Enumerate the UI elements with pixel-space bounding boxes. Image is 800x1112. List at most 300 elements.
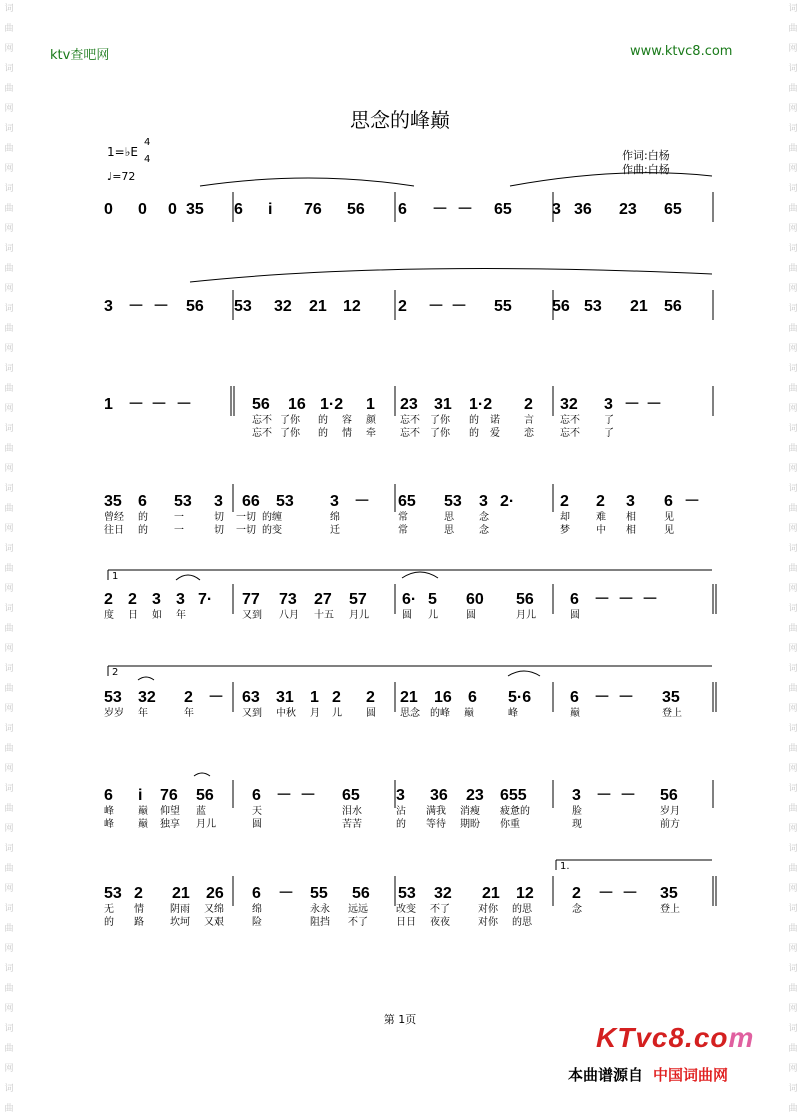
lyric-verse-2: 夜夜: [430, 917, 450, 928]
lyric-verse-1: 年: [138, 708, 148, 719]
watermark-glyph: 网: [788, 704, 798, 714]
note: 23: [466, 787, 484, 804]
lyric-verse-1: 言: [524, 415, 534, 426]
note: －: [278, 885, 295, 902]
note: －: [457, 201, 474, 218]
watermark-glyph: 网: [4, 164, 14, 174]
note: 1·2: [320, 396, 344, 413]
watermark-glyph: 网: [788, 524, 798, 534]
lyric-verse-1: 的: [318, 415, 328, 426]
note: 56: [516, 591, 534, 608]
key-signature: 1=♭E: [107, 145, 138, 159]
lyric-verse-1: 儿: [428, 610, 438, 621]
watermark-glyph: 曲: [4, 804, 14, 814]
lyric-verse-2: 中: [596, 525, 606, 536]
watermark-glyph: 曲: [4, 384, 14, 394]
note: －: [594, 591, 611, 608]
lyric-verse-1: 八月: [279, 610, 299, 621]
lyric-verse-2: 坎坷: [170, 917, 190, 928]
note: 32: [274, 298, 292, 315]
lyric-verse-2: 等待: [426, 819, 446, 830]
watermark-glyph: 词: [4, 484, 14, 494]
note: 0: [104, 201, 113, 218]
watermark-glyph: 曲: [788, 564, 798, 574]
watermark-glyph: 词: [788, 844, 798, 854]
note: 3: [104, 298, 113, 315]
note: －: [684, 493, 701, 510]
watermark-glyph: 曲: [4, 924, 14, 934]
note: 73: [279, 591, 297, 608]
watermark-glyph: 曲: [4, 24, 14, 34]
lyric-verse-1: 念: [479, 512, 489, 523]
lyric-verse-2: 忘不: [252, 428, 272, 439]
note: 3: [552, 201, 561, 218]
note: 0: [138, 201, 147, 218]
watermark-glyph: 网: [4, 584, 14, 594]
watermark-glyph: 曲: [788, 924, 798, 934]
watermark-glyph: 词: [788, 1024, 798, 1034]
note: 56: [347, 201, 365, 218]
lyric-verse-2: 一切: [236, 525, 256, 536]
watermark-glyph: 曲: [4, 984, 14, 994]
composer-credit: 作曲:白杨: [622, 163, 670, 176]
note: －: [624, 396, 641, 413]
watermark-glyph: 曲: [4, 144, 14, 154]
slurs: [138, 173, 712, 776]
volta-2-label: 2: [112, 667, 119, 678]
watermark-glyph: 网: [788, 224, 798, 234]
note: －: [642, 591, 659, 608]
note: 3: [152, 591, 161, 608]
ktvc8-logo: [596, 1022, 754, 1054]
lyric-verse-2: 爱: [490, 428, 500, 439]
lyric-verse-2: 了: [604, 428, 614, 439]
lyric-verse-1: 的缠: [262, 512, 282, 523]
lyric-verse-2: 切: [214, 525, 224, 536]
note: 56: [196, 787, 214, 804]
note: 53: [398, 885, 416, 902]
watermark-glyph: 网: [788, 1004, 798, 1014]
volta-1-label: 1: [112, 571, 119, 582]
lyric-verse-1: 又到: [242, 610, 262, 621]
watermark-glyph: 网: [788, 824, 798, 834]
watermark-glyph: 曲: [788, 324, 798, 334]
lyric-verse-1: 颜: [366, 415, 376, 426]
lyric-verse-2: 的: [318, 428, 328, 439]
note: 6: [252, 885, 261, 902]
lyric-verse-2: 日日: [396, 917, 416, 928]
lyric-verse-1: 却: [560, 512, 570, 523]
lyric-verse-1: 了你: [280, 415, 300, 426]
lyric-verse-1: 曾经: [104, 512, 124, 523]
note: 36: [574, 201, 592, 218]
lyric-verse-1: 峰: [508, 708, 518, 719]
note: 53: [276, 493, 294, 510]
note: 1·2: [469, 396, 493, 413]
watermark-glyph: 网: [4, 704, 14, 714]
note: 2: [128, 591, 137, 608]
watermark-glyph: 网: [788, 884, 798, 894]
note: 35: [104, 493, 122, 510]
note: －: [176, 396, 193, 413]
note: i: [268, 201, 273, 218]
lyric-verse-2: 巅: [138, 819, 148, 830]
note: 16: [288, 396, 306, 413]
lyric-verse-2: 忘不: [400, 428, 420, 439]
lyric-verse-1: 的: [469, 415, 479, 426]
volta-3-label: 1.: [560, 861, 570, 872]
watermark-glyph: 曲: [4, 324, 14, 334]
watermark-glyph: 曲: [4, 444, 14, 454]
note: 6: [570, 689, 579, 706]
lyric-verse-1: 阴雨: [170, 904, 190, 915]
note: －: [128, 298, 145, 315]
note: 53: [444, 493, 462, 510]
lyric-verse-2: 险: [252, 917, 262, 928]
note: 6: [234, 201, 243, 218]
watermark-glyph: 词: [4, 184, 14, 194]
watermark-glyph: 曲: [4, 264, 14, 274]
lyric-verse-1: 远远: [348, 904, 368, 915]
watermark-glyph: 曲: [4, 624, 14, 634]
lyric-verse-1: 岁岁: [104, 708, 124, 719]
note: －: [151, 396, 168, 413]
lyric-verse-1: 的峰: [430, 708, 450, 719]
note: 3: [479, 493, 488, 510]
lyric-verse-2: 峰: [104, 819, 114, 830]
note: 6: [468, 689, 477, 706]
lyric-verse-1: 无: [104, 904, 114, 915]
lyric-verse-2: 阻挡: [310, 917, 330, 928]
watermark-glyph: 词: [788, 664, 798, 674]
lyric-verse-2: 路: [134, 917, 144, 928]
watermark-glyph: 词: [4, 724, 14, 734]
logo-tail: m: [728, 1022, 755, 1053]
lyric-verse-1: 度: [104, 610, 114, 621]
lyric-verse-1: 峰: [104, 806, 114, 817]
watermark-glyph: 曲: [4, 564, 14, 574]
lyric-verse-1: 忘不: [560, 415, 580, 426]
watermark-glyph: 词: [4, 1024, 14, 1034]
note: 6: [252, 787, 261, 804]
watermark-glyph: 曲: [788, 144, 798, 154]
note: －: [594, 689, 611, 706]
lyric-verse-1: 沾: [396, 806, 406, 817]
note: 65: [342, 787, 360, 804]
note: 76: [304, 201, 322, 218]
lyric-verse-2: 见: [664, 525, 674, 536]
note: －: [451, 298, 468, 315]
watermark-glyph: 曲: [788, 204, 798, 214]
lyric-verse-2: 的: [469, 428, 479, 439]
lyric-verse-1: 又绵: [204, 904, 224, 915]
note: 56: [552, 298, 570, 315]
note: 56: [660, 787, 678, 804]
watermark-glyph: 曲: [788, 624, 798, 634]
watermark-glyph: 网: [788, 404, 798, 414]
lyric-verse-1: 圆: [402, 610, 412, 621]
note: 55: [494, 298, 512, 315]
lyric-verse-2: 独享: [160, 819, 180, 830]
note: －: [428, 298, 445, 315]
watermark-glyph: 词: [4, 244, 14, 254]
note: 2: [332, 689, 341, 706]
lyric-verse-2: 一: [174, 525, 184, 536]
note: 36: [430, 787, 448, 804]
lyric-verse-1: 日: [128, 610, 138, 621]
lyric-verse-1: 见: [664, 512, 674, 523]
watermark-glyph: 词: [788, 184, 798, 194]
note: 2: [104, 591, 113, 608]
watermark-glyph: 网: [788, 944, 798, 954]
note: 3: [626, 493, 635, 510]
lyric-verse-1: 脸: [572, 806, 582, 817]
lyric-verse-1: 年: [184, 708, 194, 719]
note: 21: [482, 885, 500, 902]
lyric-verse-1: 月儿: [516, 610, 536, 621]
note: 31: [276, 689, 294, 706]
note: －: [432, 201, 449, 218]
watermark-glyph: 词: [4, 784, 14, 794]
note: －: [618, 591, 635, 608]
watermark-glyph: 网: [4, 464, 14, 474]
header-site-url[interactable]: www.ktvc8.com: [630, 44, 733, 59]
lyric-verse-1: 圆: [366, 708, 376, 719]
watermark-glyph: 网: [788, 464, 798, 474]
lyric-verse-2: 圆: [252, 819, 262, 830]
watermark-glyph: 曲: [4, 1104, 14, 1112]
watermark-glyph: 网: [4, 944, 14, 954]
note: 2: [524, 396, 533, 413]
lyric-verse-1: 登上: [662, 708, 682, 719]
watermark-glyph: 词: [788, 304, 798, 314]
lyric-verse-1: 蓝: [196, 806, 206, 817]
note: 35: [186, 201, 204, 218]
note: 21: [400, 689, 418, 706]
lyric-verse-2: 的: [138, 525, 148, 536]
lyric-verse-1: 一切: [236, 512, 256, 523]
lyric-verse-1: 不了: [430, 904, 450, 915]
note: 63: [242, 689, 260, 706]
note: －: [596, 787, 613, 804]
lyric-verse-1: 中秋: [276, 708, 296, 719]
note: 21: [630, 298, 648, 315]
lyric-verse-2: 常: [398, 525, 408, 536]
note: 3: [396, 787, 405, 804]
header-site-name[interactable]: ktv查吧网: [50, 48, 110, 63]
watermark-glyph: 网: [788, 764, 798, 774]
watermark-glyph: 曲: [4, 504, 14, 514]
lyric-verse-2: 月儿: [196, 819, 216, 830]
note: 6: [570, 591, 579, 608]
lyric-verse-2: 对你: [478, 917, 498, 928]
lyric-verse-2: 思: [444, 525, 454, 536]
note: 35: [662, 689, 680, 706]
note: 56: [186, 298, 204, 315]
lyric-verse-1: 圆: [570, 610, 580, 621]
watermark-glyph: 词: [788, 364, 798, 374]
note: 7·: [198, 591, 213, 608]
lyric-verse-2: 的思: [512, 917, 532, 928]
lyric-verse-1: 十五: [314, 610, 334, 621]
note: 2·: [500, 493, 515, 510]
watermark-glyph: 曲: [788, 24, 798, 34]
watermark-glyph: 网: [4, 824, 14, 834]
watermark-glyph: 词: [788, 1084, 798, 1094]
note: 32: [138, 689, 156, 706]
source-site[interactable]: 中国词曲网: [653, 1066, 729, 1084]
lyric-verse-1: 绵: [252, 904, 262, 915]
note: 1: [104, 396, 113, 413]
lyric-verse-2: 相: [626, 525, 636, 536]
lyric-verse-1: 一: [174, 512, 184, 523]
lyric-verse-2: 的: [104, 917, 114, 928]
watermark-glyph: 网: [4, 344, 14, 354]
lyric-verse-1: 念: [572, 904, 582, 915]
watermark-glyph: 曲: [4, 684, 14, 694]
lyric-verse-1: 仰望: [160, 806, 180, 817]
note: 23: [619, 201, 637, 218]
watermark-glyph: 网: [4, 104, 14, 114]
source-text: 本曲谱源自: [568, 1066, 644, 1084]
watermark-glyph: 曲: [4, 84, 14, 94]
lyric-verse-2: 现: [572, 819, 582, 830]
lyric-verse-1: 切: [214, 512, 224, 523]
lyric-verse-1: 满我: [426, 806, 446, 817]
note: 0: [168, 201, 177, 218]
note: 55: [310, 885, 328, 902]
lyric-verse-2: 梦: [560, 525, 570, 536]
lyric-verse-1: 忘不: [400, 415, 420, 426]
lyric-verse-2: 恋: [524, 428, 534, 439]
watermark-glyph: 词: [4, 904, 14, 914]
lyric-verse-2: 忘不: [560, 428, 580, 439]
watermark-glyph: 曲: [788, 1044, 798, 1054]
lyric-verse-2: 苦苦: [342, 819, 362, 830]
watermark-glyph: 网: [4, 1004, 14, 1014]
time-signature-bottom: 4: [144, 154, 151, 165]
lyric-verse-2: 期盼: [460, 819, 480, 830]
note: 16: [434, 689, 452, 706]
watermark-glyph: 词: [4, 4, 14, 14]
note: 53: [234, 298, 252, 315]
note: 5·6: [508, 689, 532, 706]
note: －: [598, 885, 615, 902]
lyric-verse-2: 你重: [500, 819, 520, 830]
note: 65: [664, 201, 682, 218]
watermark-glyph: 网: [4, 1064, 14, 1074]
watermark-glyph: 词: [4, 424, 14, 434]
watermark-glyph: 网: [4, 524, 14, 534]
lyric-verse-1: 绵: [330, 512, 340, 523]
lyric-verse-1: 巅: [138, 806, 148, 817]
lyricist-credit: 作词:白杨: [622, 149, 670, 162]
note: 12: [516, 885, 534, 902]
note: 76: [160, 787, 178, 804]
watermark-glyph: 曲: [4, 744, 14, 754]
lyric-verse-1: 天: [252, 806, 262, 817]
lyric-verse-1: 如: [152, 610, 162, 621]
watermark-glyph: 词: [788, 4, 798, 14]
lyric-verse-2: 又艰: [204, 917, 224, 928]
lyric-verse-1: 难: [596, 512, 606, 523]
watermark-glyph: 词: [4, 604, 14, 614]
note: 35: [660, 885, 678, 902]
lyric-verse-1: 了: [604, 415, 614, 426]
note: 6: [664, 493, 673, 510]
note: 2: [366, 689, 375, 706]
lyric-verse-2: 的变: [262, 525, 282, 536]
note: －: [646, 396, 663, 413]
watermark-glyph: 曲: [4, 204, 14, 214]
watermark-glyph: 网: [4, 224, 14, 234]
watermark-glyph: 曲: [4, 1044, 14, 1054]
watermark-glyph: 网: [788, 284, 798, 294]
lyric-verse-1: 诺: [490, 415, 500, 426]
note: 2: [560, 493, 569, 510]
note: －: [128, 396, 145, 413]
watermark-glyph: 曲: [788, 264, 798, 274]
time-signature-top: 4: [144, 137, 151, 148]
note: 53: [584, 298, 602, 315]
lyric-verse-1: 巅: [570, 708, 580, 719]
watermark-glyph: 曲: [788, 684, 798, 694]
note: 56: [664, 298, 682, 315]
lyric-verse-1: 巅: [464, 708, 474, 719]
watermark-glyph: 网: [788, 164, 798, 174]
note: －: [153, 298, 170, 315]
watermark-glyph: 网: [4, 404, 14, 414]
watermark-glyph: 词: [788, 904, 798, 914]
note: 2: [572, 885, 581, 902]
note: 65: [398, 493, 416, 510]
watermark-glyph: 词: [4, 1084, 14, 1094]
lyric-verse-1: 容: [342, 415, 352, 426]
watermark-glyph: 词: [788, 484, 798, 494]
watermark-glyph: 词: [4, 544, 14, 554]
watermark-glyph: 词: [788, 544, 798, 554]
watermark-glyph: 网: [788, 44, 798, 54]
note: 56: [252, 396, 270, 413]
watermark-glyph: 词: [788, 244, 798, 254]
source-credit: [568, 1064, 728, 1085]
song-title: 思念的峰巅: [350, 108, 450, 132]
watermark-glyph: 网: [4, 644, 14, 654]
note: 3: [176, 591, 185, 608]
watermark-glyph: 网: [788, 344, 798, 354]
note: 6: [398, 201, 407, 218]
watermark-glyph: 网: [4, 764, 14, 774]
note: 6: [138, 493, 147, 510]
lyric-verse-1: 月: [310, 708, 320, 719]
watermark-glyph: 词: [4, 844, 14, 854]
watermark-glyph: 曲: [788, 984, 798, 994]
lyric-verse-1: 忘不: [252, 415, 272, 426]
lyric-verse-2: 念: [479, 525, 489, 536]
note: 21: [309, 298, 327, 315]
watermark-glyph: 曲: [788, 504, 798, 514]
lyric-verse-1: 了你: [430, 415, 450, 426]
note: 3: [330, 493, 339, 510]
note: 32: [560, 396, 578, 413]
lyric-verse-2: 了你: [280, 428, 300, 439]
lyric-verse-2: 不了: [348, 917, 368, 928]
lyric-verse-2: 牵: [366, 428, 376, 439]
lyric-verse-1: 岁月: [660, 806, 680, 817]
watermark-glyph: 网: [788, 644, 798, 654]
note: 57: [349, 591, 367, 608]
note: 65: [494, 201, 512, 218]
